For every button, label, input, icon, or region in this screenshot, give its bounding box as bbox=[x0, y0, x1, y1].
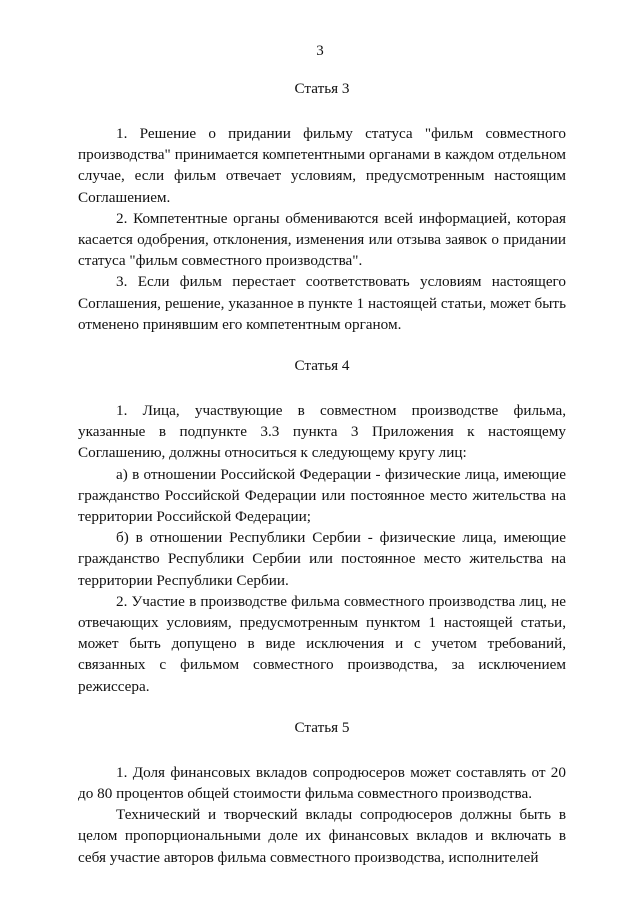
article-4-paragraph-1: 1. Лица, участвующие в совместном производстве фильма, указанные в подпункте 3.3 пункта 3 Приложения к настоящему Соглашению, должны относиться к следующему кругу лиц: bbox=[78, 402, 566, 462]
article-4-paragraph-2: а) в отношении Российской Федерации - физические лица, имеющие гражданство Российской Федерации или постоянное место жительства на территории Российской Федерации; bbox=[78, 465, 566, 526]
article-3-heading: Статья 3 bbox=[294, 80, 350, 97]
article-4-paragraph-3: б) в отношении Республики Сербии - физические лица, имеющие гражданство Республики Сербии или постоянное место жительства на территории Республики Сербии. bbox=[78, 529, 566, 589]
article-3 bbox=[78, 78, 566, 335]
article-4 bbox=[78, 355, 566, 697]
article-5-paragraph-2: Технический и творческий вклады сопродюсеров должны быть в целом пропорциональными доле их финансовых вкладов и включать в себя участие авторов фильма совместного производства, исполнителей bbox=[78, 806, 566, 866]
article-3-paragraph-1: 1. Решение о придании фильму статуса "фильм совместного производства" принимается компетентными органами в каждом отдельном случае, если фильм отвечает условиям, предусмотренным настоящим Соглашением. bbox=[78, 125, 566, 206]
article-4-paragraph-4: 2. Участие в производстве фильма совместного производства лиц, не отвечающих условиям, предусмотренным пунктом 1 настоящей статьи, может быть допущено в виде исключения и с учетом требований, связанных с фильмом совместного производства, за исключением режиссера. bbox=[78, 592, 566, 695]
article-5 bbox=[78, 717, 566, 868]
article-5-heading: Статья 5 bbox=[294, 718, 350, 736]
article-3-paragraph-2: 2. Компетентные органы обмениваются всей информацией, которая касается одобрения, отклонения, изменения или отзыва заявок о придании статуса "фильм совместного производства". bbox=[78, 209, 566, 270]
document-body bbox=[78, 78, 566, 868]
article-3-paragraph-3: 3. Если фильм перестает соответствовать условиям настоящего Соглашения, решение, указанное в пункте 1 настоящей статьи, может быть отменено принявшим его компетентным органом. bbox=[78, 273, 566, 333]
article-4-heading: Статья 4 bbox=[294, 357, 350, 375]
page-number: 3 bbox=[316, 43, 324, 59]
article-5-paragraph-1: 1. Доля финансовых вкладов сопродюсеров может составлять от 20 до 80 процентов общей стоимости фильма совместного производства. bbox=[78, 763, 566, 803]
